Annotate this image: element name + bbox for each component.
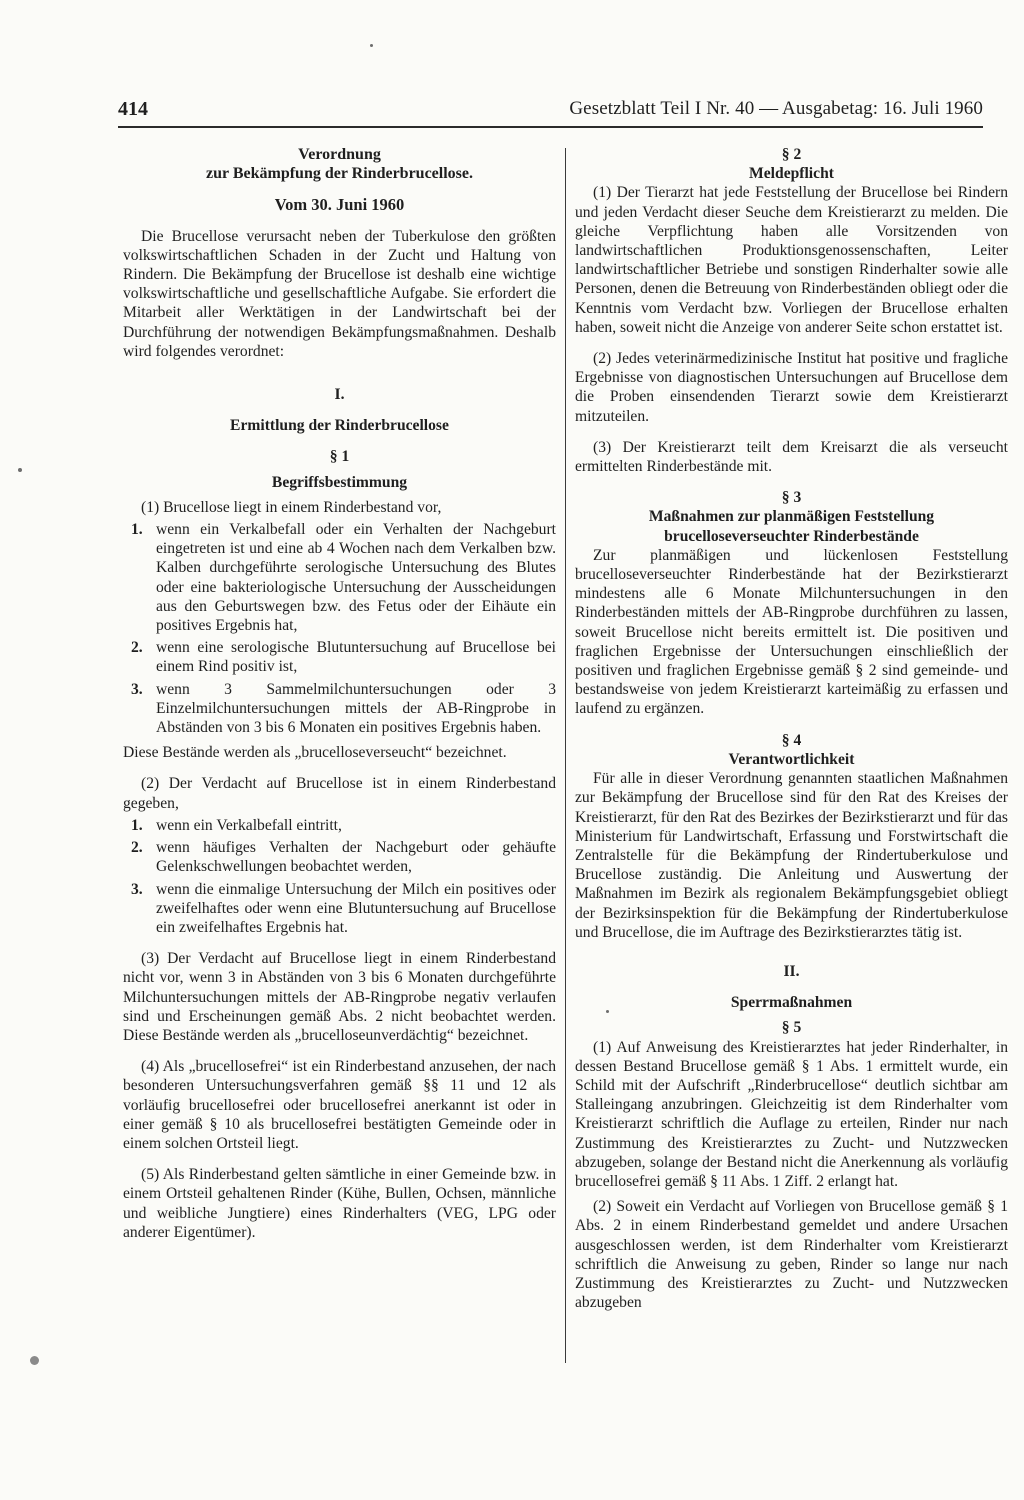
page-header <box>118 98 983 124</box>
list-item <box>123 838 556 876</box>
decree-title-line2: zur Bekämpfung der Rinderbrucellose. <box>206 165 473 183</box>
s1-para-1-close: Diese Bestände werden als „brucelloseverseucht“ bezeichnet. <box>123 744 507 762</box>
list-item-number: 2. <box>131 839 143 857</box>
column-divider <box>565 148 566 1363</box>
list-item <box>123 638 556 676</box>
part-2-title: Sperrmaßnahmen <box>730 994 853 1012</box>
section-1-title: Begriffsbestimmung <box>271 473 408 491</box>
s1-para-4: (4) Als „brucellosefrei“ ist ein Rinderbestand anzusehen, der nach besonderen Untersuchungsverfahren gemäß §§ 11 und 12 als vorläufig brucellosefrei oder brucellosefrei anerkannt ist oder in einer gemäß § 10 als brucellosefrei bestätigten Gemeinde oder in einem solchen Ortsteil liegt. <box>123 1058 556 1152</box>
left-column <box>123 145 556 1242</box>
scan-speck <box>18 468 22 472</box>
list-item-text: wenn die einmalige Untersuchung der Milch ein positives oder zweifelhaftes oder wenn eine Blutuntersuchung auf Brucellose ein zweifelhaftes Ergebnis hat. <box>156 880 556 936</box>
section-5-label: § 5 <box>781 1019 802 1037</box>
scan-speck <box>30 1356 39 1365</box>
s1-para-1-intro: (1) Brucellose liegt in einem Rinderbestand vor, <box>141 498 442 516</box>
list-item-text: wenn ein Verkalbefall eintritt, <box>156 816 342 834</box>
right-column <box>575 145 1008 1312</box>
scan-speck <box>370 44 373 47</box>
s1-para-2-intro: (2) Der Verdacht auf Brucellose ist in einem Rinderbestand gegeben, <box>123 775 556 812</box>
s3-text: Zur planmäßigen und lückenlosen Feststellung brucelloseverseuchter Rinderbestände hat der Bezirkstierarzt mindestens alle 6 Monate Milchuntersuchungen in den Rinderbeständen mittels der AB-Ringprobe durchführen zu lassen, soweit Brucellose nicht bereits ermittelt ist. Die positiven und fraglichen Ergebnisse der Untersuchungen einschließlich der positiven und fraglichen Ergebnisse gemäß § 2 sind gemeinde- und bestandsweise von jedem Kreistierarzt karteimäßig zu erfassen und laufend zu ergänzen. <box>575 546 1008 718</box>
section-3-title-line2: brucelloseverseuchter Rinderbestände <box>664 527 919 545</box>
scan-speck <box>606 1010 609 1013</box>
s2-para-3: (3) Der Kreistierarzt teilt dem Kreisarzt die als verseucht ermittelten Rinderbestände mit. <box>575 438 1008 476</box>
list-item-text: wenn häufiges Verhalten der Nachgeburt oder gehäufte Gelenkschwellungen beobachtet werden, <box>156 839 556 876</box>
part-1-numeral: I. <box>334 386 345 404</box>
list-item-number: 3. <box>131 680 143 698</box>
decree-title-line1: Verordnung <box>298 146 381 163</box>
list-item <box>123 880 556 938</box>
running-title: Gesetzblatt Teil I Nr. 40 — Ausgabetag: 16. Juli 1960 <box>569 98 983 119</box>
preamble: Die Brucellose verursacht neben der Tuberkulose den größten volkswirtschaftlichen Schaden in der Zucht und Haltung von Rindern. Die Bekämpfung der Brucellose ist deshalb eine wichtige volkswirtschaftliche und gesellschaftliche Aufgabe. Sie erfordert die Mitarbeit aller Werktätigen in der Landwirtschaft bei der Durchführung der notwendigen Bekämpfungsmaßnahmen. Deshalb wird folgendes verordnet: <box>123 227 556 360</box>
list-item-number: 1. <box>131 816 143 834</box>
list-item <box>123 680 556 738</box>
section-2-title: Meldepflicht <box>749 165 834 183</box>
s5-para-1: (1) Auf Anweisung des Kreistierarztes hat jeder Rinderhalter, in dessen Bestand Brucellose gemäß § 1 Abs. 1 ermittelt wurde, ein Schild mit der Aufschrift „Rinderbrucellose“ deutlich sichtbar am Stalleingang anzubringen. Gleichzeitig ist dem Rinderhalter vom Kreistierarzt schriftlich die Auflage zu erteilen, Rinder nur nach Zustimmung des Kreistierarztes zu Zucht- und Nutzzwecken abzugeben, solange der Bestand nicht die Anerkennung als vorläufig brucellosefrei gemäß § 11 Abs. 1 Ziff. 2 erlangt hat. <box>575 1038 1008 1190</box>
section-3-label: § 3 <box>781 489 802 507</box>
page-number: 414 <box>118 98 148 120</box>
section-2-label: § 2 <box>781 146 802 163</box>
s2-para-1: (1) Der Tierarzt hat jede Feststellung der Brucellose bei Rindern und jeden Verdacht dieser Seuche dem Kreistierarzt zu melden. Die gleiche Verpflichtung haben alle Vorsitzenden von landwirtschaftlichen Produktionsgenossenschaften, Leiter landwirtschaftlicher Betriebe und sonstigen Rinderhalter sowie alle Personen, denen die Betreuung von Rinderbeständen obliegt oder die Kenntnis vom Verdacht bzw. Vorliegen der Brucellose erhalten haben, soweit nicht die Anzeige von anderer Seite schon erstattet ist. <box>575 184 1008 336</box>
part-2-numeral: II. <box>783 962 800 980</box>
list-item-number: 2. <box>131 639 143 657</box>
part-1-title: Ermittlung der Rinderbrucellose <box>230 417 449 435</box>
header-rule <box>118 126 983 128</box>
s5-para-2: (2) Soweit ein Verdacht auf Vorliegen von Brucellose gemäß § 1 Abs. 2 in einem Rinderbestand gemeldet und andere Ursachen ausgeschlossen werden, ist dem Rinderhalter vom Kreistierarzt schriftlich die Anweisung zu geben, Rinder so lange nur nach Zustimmung des Kreistierarztes zu Zucht- und Nutzzwecken abzugeben <box>575 1198 1008 1312</box>
s2-para-2: (2) Jedes veterinärmedizinische Institut hat positive und fragliche Ergebnisse von diagnostischen Untersuchungen auf Brucellose dem die Proben einsendenden Tierarzt sowie dem Kreistierarzt mitzuteilen. <box>575 350 1008 425</box>
section-1-label: § 1 <box>329 448 350 466</box>
section-3-title-line1: Maßnahmen zur planmäßigen Feststellung <box>648 508 935 526</box>
list-item-text: wenn ein Verkalbefall oder ein Verhalten der Nachgeburt eingetreten ist und eine ab 4 Wochen nach dem Verkalben bzw. Kalben durchgeführte serologische Untersuchung des Blutes oder eine bakteriologische Untersuchung der Ausscheidungen aus den Geburtswegen bzw. des Fetus oder der Eihäute ein positives Ergebnis hat, <box>156 521 556 635</box>
list-item-text: wenn eine serologische Blutuntersuchung auf Brucellose bei einem Rind positiv ist, <box>156 639 556 676</box>
section-4-label: § 4 <box>781 731 802 749</box>
list-item-number: 3. <box>131 880 143 898</box>
s4-text: Für alle in dieser Verordnung genannten staatlichen Maßnahmen zur Bekämpfung der Brucellose sind für den Rat des Kreises der Kreistierarzt, für den Rat des Bezirkes der Bezirkstierarzt und für das Ministerium für Landwirtschaft, Erfassung und Forstwirtschaft die Zentralstelle für die Bekämpfung der Rindertuberkulose und Brucellose zuständig. Die Anleitung und Auswertung der Maßnahmen im Bezirk als regionalem Bekämpfungsgebiet obliegt der Bezirksinspektion für die Bekämpfung der Rindertuberkulose und Brucellose, die im Auftrage des Bezirkstierarztes tätig ist. <box>575 770 1008 941</box>
decree-date: Vom 30. Juni 1960 <box>274 195 405 215</box>
list-item-number: 1. <box>131 521 143 539</box>
list-item <box>123 520 556 635</box>
s1-para-5: (5) Als Rinderbestand gelten sämtliche in einer Gemeinde bzw. in einem Ortsteil gehaltenen Rinder (Kühe, Bullen, Ochsen, männliche und weibliche Jungtiere) eines Rinderhalters (VEG, LPG oder anderer Eigentümer). <box>123 1166 556 1241</box>
s1-para-3: (3) Der Verdacht auf Brucellose liegt in einem Rinderbestand nicht vor, wenn 3 in Abständen von 3 bis 6 Monaten durchgeführte Milchuntersuchungen mittels der AB-Ringprobe negativ verlaufen sind und Erscheinungen gemäß Abs. 2 nicht beobachtet werden. Diese Bestände werden als „brucelloseunverdächtig“ bezeichnet. <box>123 950 556 1044</box>
list-item-text: wenn 3 Sammelmilchuntersuchungen oder 3 Einzelmilchuntersuchungen mittels der AB-Ringprobe in Abständen von 3 bis 6 Monaten ein positives Ergebnis haben. <box>156 680 556 737</box>
list-item <box>123 816 556 835</box>
section-4-title: Verantwortlichkeit <box>728 750 855 768</box>
